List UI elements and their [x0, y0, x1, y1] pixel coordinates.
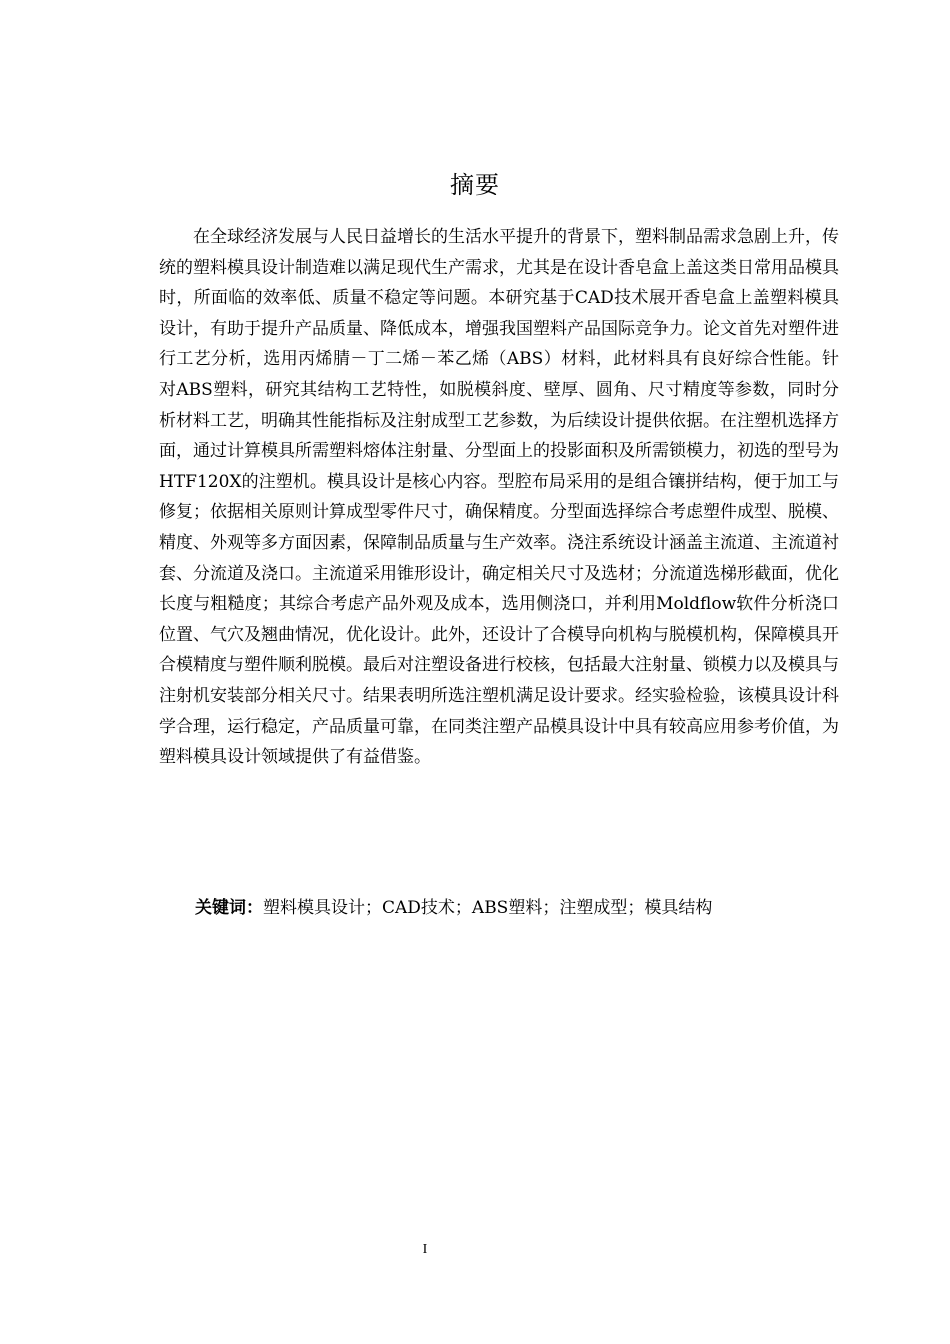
- abstract-body: 在全球经济发展与人民日益增长的生活水平提升的背景下，塑料制品需求急剧上升，传统的塑料模具设计制造难以满足现代生产需求，尤其是在设计香皂盒上盖这类日常用品模具时，所面临的效率低、质量不稳定等问题。本研究基于CAD技术展开香皂盒上盖塑料模具设计，有助于提升产品质量、降低成本，增强我国塑料产品国际竞争力。论文首先对塑件进行工艺分析，选用丙烯腈－丁二烯－苯乙烯（ABS）材料，此材料具有良好综合性能。针对ABS塑料，研究其结构工艺特性，如脱模斜度、壁厚、圆角、尺寸精度等参数，同时分析材料工艺，明确其性能指标及注射成型工艺参数，为后续设计提供依据。在注塑机选择方面，通过计算模具所需塑料熔体注射量、分型面上的投影面积及所需锁模力，初选的型号为HTF120X的注塑机。模具设计是核心内容。型腔布局采用的是组合镶拼结构，便于加工与修复；依据相关原则计算成型零件尺寸，确保精度。分型面选择综合考虑塑件成型、脱模、精度、外观等多方面因素，保障制品质量与生产效率。浇注系统设计涵盖主流道、主流道衬套、分流道及浇口。主流道采用锥形设计，确定相关尺寸及选材；分流道选梯形截面，优化长度与粗糙度；其综合考虑产品外观及成本，选用侧浇口，并利用Moldflow软件分析浇口位置、气穴及翘曲情况，优化设计。此外，还设计了合模导向机构与脱模机构，保障模具开合模精度与塑件顺利脱模。最后对注塑设备进行校核，包括最大注射量、锁模力以及模具与注射机安装部分相关尺寸。结果表明所选注塑机满足设计要求。经实验检验，该模具设计科学合理，运行稳定，产品质量可靠，在同类注塑产品模具设计中具有较高应用参考价值，为塑料模具设计领域提供了有益借鉴。: [159, 227, 839, 768]
- page-number: I: [422, 1242, 428, 1257]
- abstract-title: 摘要: [450, 171, 500, 199]
- keywords-line: [195, 893, 845, 923]
- keywords-text: 塑料模具设计；CAD技术；ABS塑料；注塑成型；模具结构: [263, 898, 713, 918]
- keywords-label: 关键词：: [195, 898, 263, 918]
